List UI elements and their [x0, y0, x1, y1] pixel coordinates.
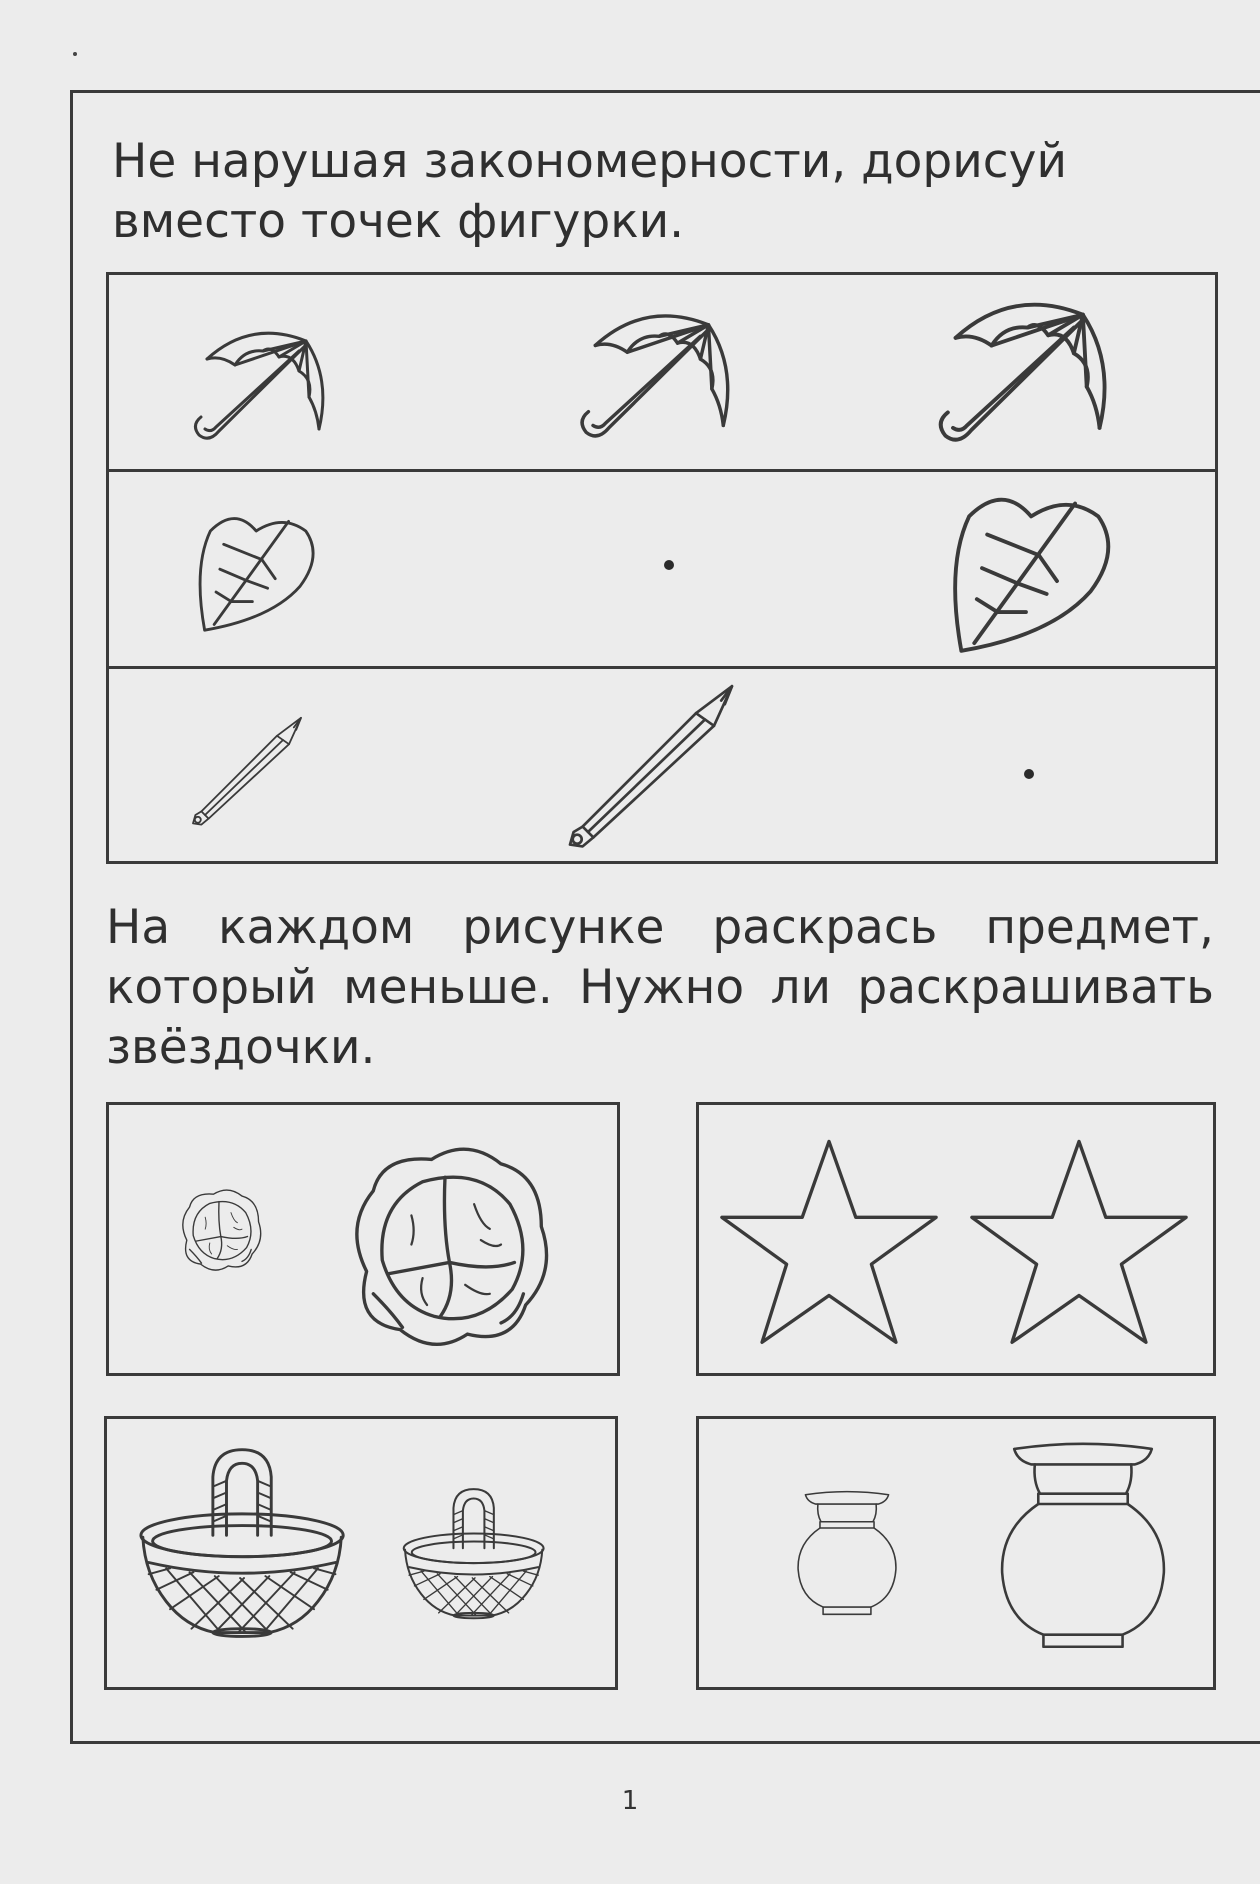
page-number: 1 — [621, 1786, 639, 1816]
placeholder-dot — [1024, 769, 1034, 779]
vase-large — [997, 1439, 1169, 1655]
umbrella-large — [935, 285, 1115, 455]
basket-small — [401, 1487, 549, 1623]
task1-instruction: Не нарушая закономерности, дорисуй вместо точек фигурки. — [112, 134, 1067, 249]
page-speck — [73, 52, 77, 56]
placeholder-dot — [664, 560, 674, 570]
leaf-large — [951, 488, 1119, 656]
umbrella-row — [106, 272, 1218, 472]
star-picture — [696, 1102, 1216, 1376]
cabbage-picture — [106, 1102, 620, 1376]
leaf-small — [197, 510, 321, 634]
star — [717, 1137, 941, 1349]
pencil-small — [187, 713, 307, 833]
vase-picture — [696, 1416, 1216, 1690]
cabbage-large — [331, 1137, 559, 1361]
star — [967, 1137, 1191, 1349]
basket-large — [137, 1447, 351, 1643]
umbrella-medium — [577, 299, 737, 449]
vase-small — [795, 1487, 899, 1621]
basket-picture — [104, 1416, 618, 1690]
pencil-row — [106, 666, 1218, 864]
task2-instruction: На каждом рисунке раскрась предмет, который меньше. Нужно ли раскрашивать звёздочки. — [106, 900, 1214, 1075]
umbrella-small — [191, 319, 331, 449]
pencil-large — [561, 679, 741, 859]
leaf-row — [106, 469, 1218, 669]
cabbage-small — [173, 1185, 265, 1277]
